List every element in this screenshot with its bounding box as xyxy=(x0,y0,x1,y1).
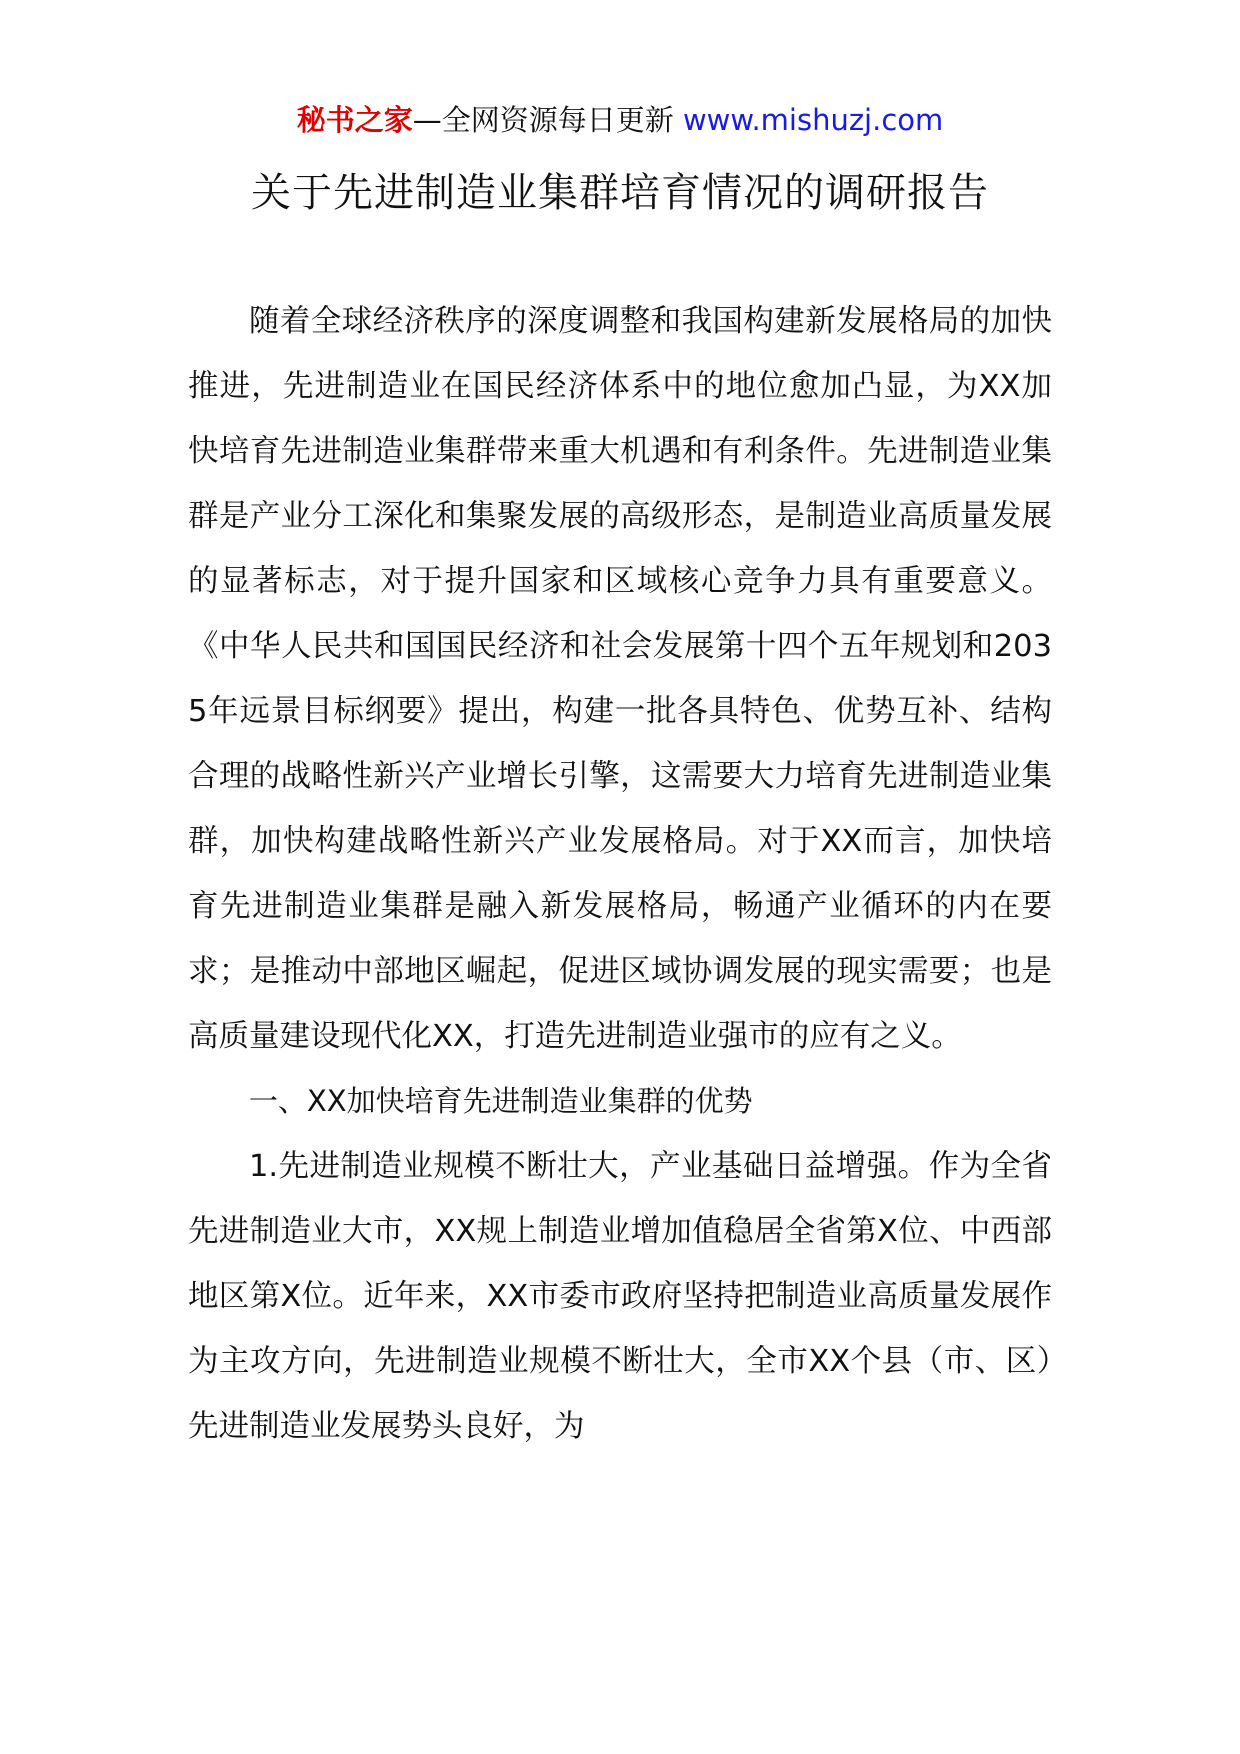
document-title: 关于先进制造业集群培育情况的调研报告 xyxy=(251,170,989,216)
site-header xyxy=(0,100,1240,140)
intro-paragraph: 随着全球经济秩序的深度调整和我国构建新发展格局的加快推进，先进制造业在国民经济体系中的地位愈加凸显，为XX加快培育先进制造业集群带来重大机遇和有利条件。先进制造业集群是产业分工深化和集聚发展的高级形态，是制造业高质量发展的显著标志，对于提升国家和区域核心竞争力具有重要意义。《中华人民共和国国民经济和社会发展第十四个五年规划和2035年远景目标纲要》提出，构建一批各具特色、优势互补、结构合理的战略性新兴产业增长引擎，这需要大力培育先进制造业集群，加快构建战略性新兴产业发展格局。对于XX而言，加快培育先进制造业集群是融入新发展格局，畅通产业循环的内在要求；是推动中部地区崛起，促进区域协调发展的现实需要；也是高质量建设现代化XX，打造先进制造业强市的应有之义。 xyxy=(188,304,1052,1054)
site-tagline: —全网资源每日更新 xyxy=(412,103,674,137)
section-heading: 一、XX加快培育先进制造业集群的优势 xyxy=(248,1084,753,1118)
section-paragraph: 1.先进制造业规模不断壮大，产业基础日益增强。作为全省先进制造业大市，XX规上制造业增加值稳居全省第X位、中西部地区第X位。近年来，XX市委市政府坚持把制造业高质量发展作为主攻方向，先进制造业规模不断壮大，全市XX个县（市、区）先进制造业发展势头良好，为 xyxy=(188,1149,1052,1444)
site-url-link[interactable]: www.mishuzj.com xyxy=(682,103,944,137)
site-brand[interactable]: 秘书之家 xyxy=(296,103,413,137)
document-body xyxy=(188,289,1052,1459)
